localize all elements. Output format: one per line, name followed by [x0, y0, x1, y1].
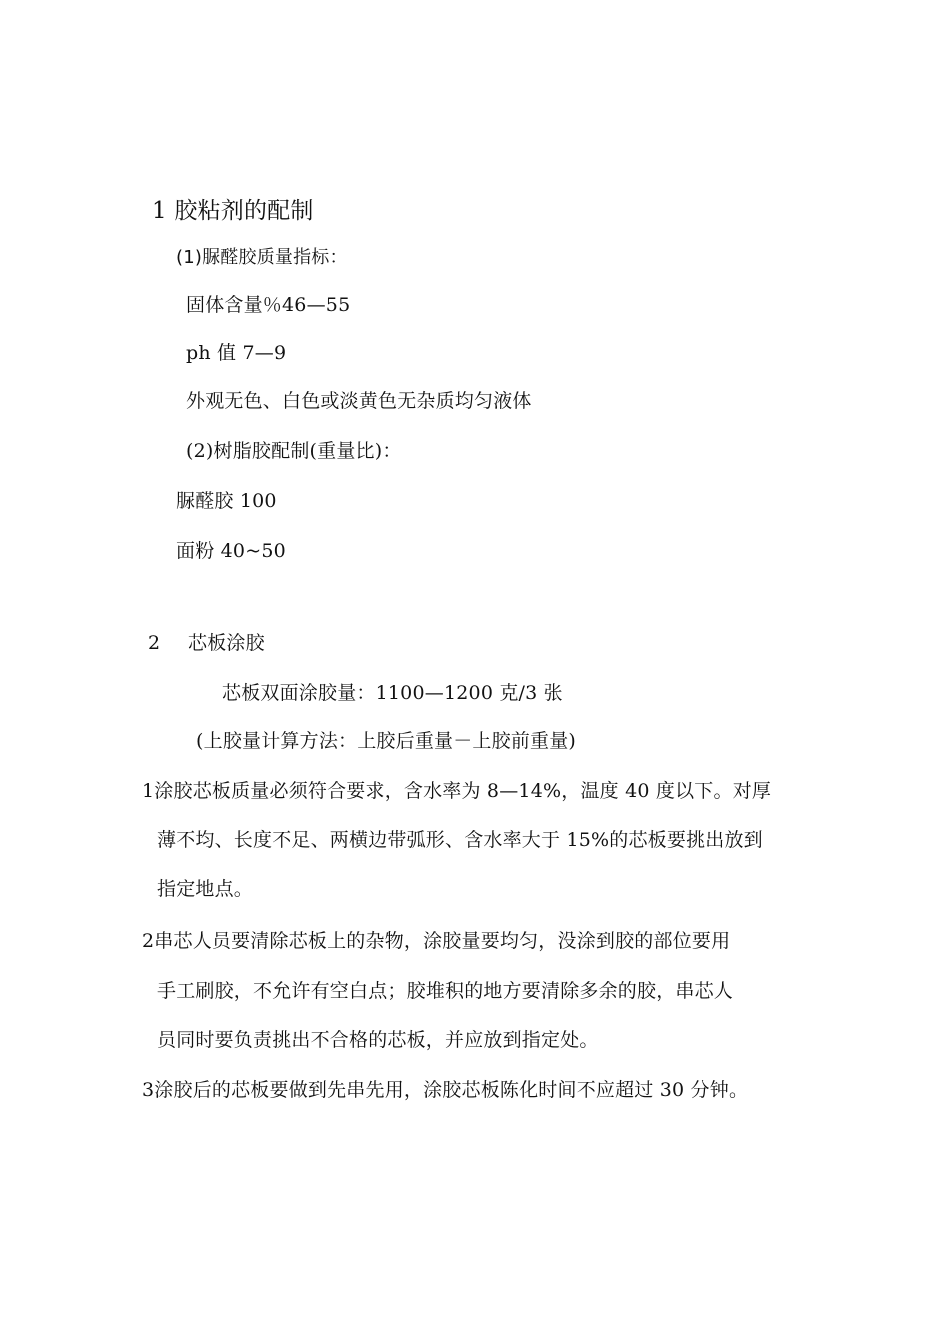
rule-1-text-1: 涂胶芯板质量必须符合要求，含水率为 8—14%，温度 40 度以下。对厚 — [154, 780, 772, 802]
section-2-heading — [148, 630, 265, 656]
rule-3-line-1 — [142, 1077, 748, 1103]
rule-2-line-2: 手工刷胶，不允许有空白点；胶堆积的地方要清除多余的胶，串芯人 — [157, 980, 734, 1002]
core-board-glue-amount: 芯板双面涂胶量：1100—1200 克/3 张 — [222, 682, 563, 704]
glue-calculation-method: (上胶量计算方法：上胶后重量－上胶前重量) — [196, 730, 577, 752]
rule-1-line-2: 薄不均、长度不足、两横边带弧形、含水率大于 15%的芯板要挑出放到 — [157, 829, 763, 851]
section-1-title: 1 胶粘剂的配制 — [152, 198, 314, 224]
section-2-number: 2 — [148, 632, 161, 654]
rule-1-number: 1 — [142, 780, 155, 802]
rule-3-number: 3 — [142, 1079, 155, 1101]
section-1-sub2-heading: (2)树脂胶配制(重量比)： — [186, 440, 402, 462]
rule-3-text-1: 涂胶后的芯板要做到先串先用，涂胶芯板陈化时间不应超过 30 分钟。 — [154, 1079, 749, 1101]
rule-1-line-3: 指定地点。 — [157, 878, 254, 900]
rule-2-line-3: 员同时要负责挑出不合格的芯板，并应放到指定处。 — [157, 1029, 599, 1051]
rule-2-line-1 — [142, 928, 730, 954]
section-2-title: 芯板涂胶 — [188, 632, 265, 654]
section-1-sub1-heading: (1)脲醛胶质量指标： — [176, 247, 348, 268]
flour-ratio: 面粉 40~50 — [176, 540, 286, 562]
solid-content-item: 固体含量％46—55 — [186, 294, 351, 316]
appearance-item: 外观无色、白色或淡黄色无杂质均匀液体 — [186, 390, 532, 412]
urea-glue-ratio: 脲醛胶 100 — [176, 490, 277, 512]
ph-value-item: ph 值 7—9 — [186, 342, 287, 364]
rule-1-line-1 — [142, 778, 771, 804]
rule-2-number: 2 — [142, 930, 155, 952]
rule-2-text-1: 串芯人员要清除芯板上的杂物，涂胶量要均匀，没涂到胶的部位要用 — [154, 930, 731, 952]
